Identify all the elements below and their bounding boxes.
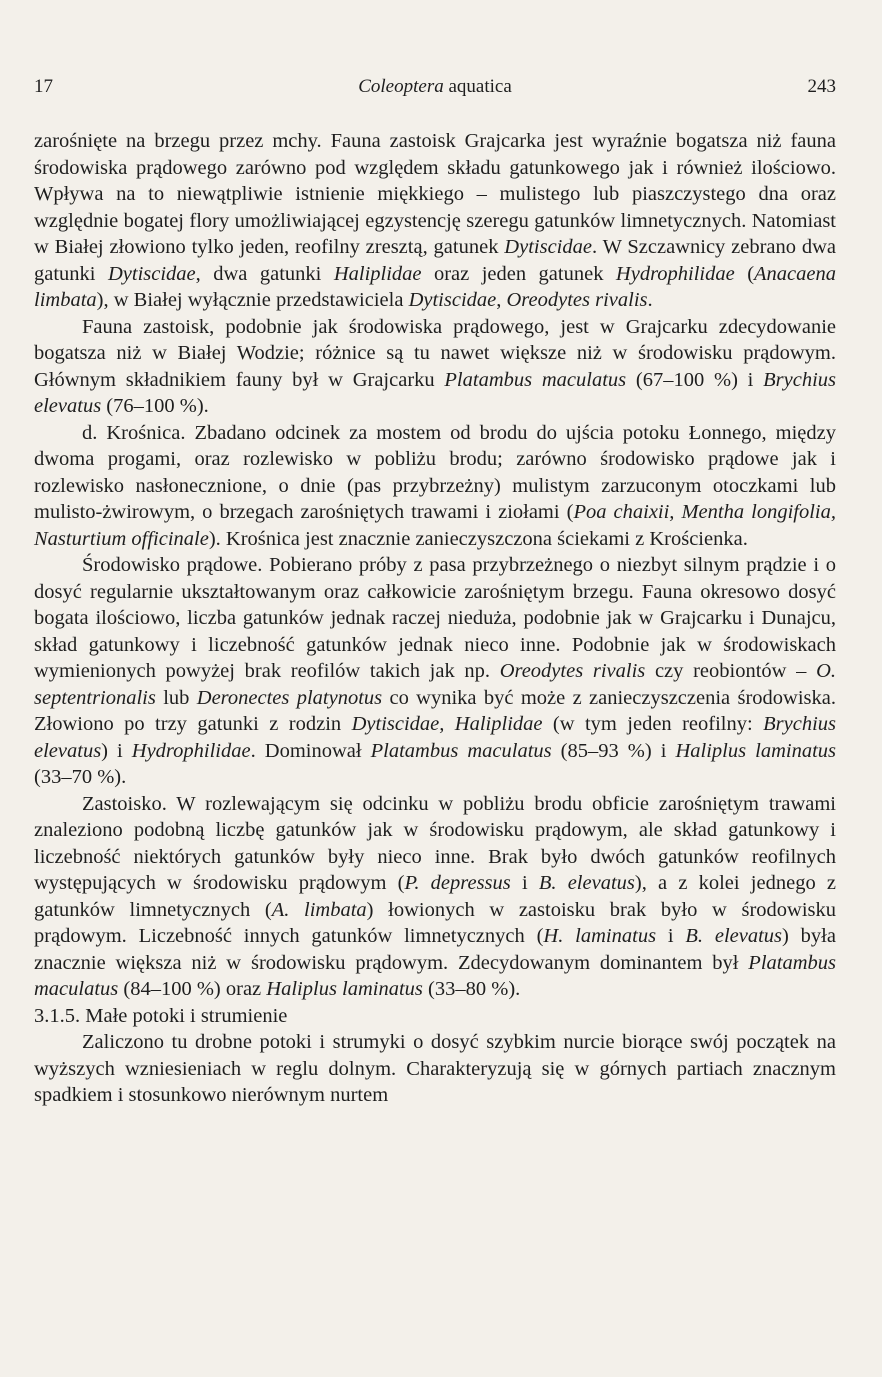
text-run: (	[734, 262, 755, 285]
text-run: ). Krośnica jest znacznie zanieczyszczona ściekami z Krościenka.	[208, 527, 748, 550]
text-run: ,	[496, 289, 507, 311]
text-run: Zastoisko. W rozlewającym się odcinku w pobliżu brodu obficie zarośniętym trawami znaleziono podobną liczbę gatunków jak w środowisku prądowym, ale skład gatunkowy i liczebność niektórych gatunków były nieco inne. Brak było dwóch gatunków reofilnych występujących w środowisku prądowym (	[34, 792, 836, 894]
italic-term: Oreodytes rivalis	[499, 660, 646, 682]
paragraph	[34, 314, 836, 420]
text-run: ), a z kolei jednego z gatunków limnetycznych (	[34, 872, 836, 921]
italic-term: O. septentrionalis	[34, 660, 836, 709]
italic-term: Anacaena limbata	[34, 262, 837, 311]
text-run: d. Krośnica. Zbadano odcinek za mostem od brodu do ujścia potoku Łonnego, między dwoma progami, oraz rozlewisko w pobliżu brodu; zarówno środowisko prądowe jak i rozlewisko nasłonecznione, o dnie (pas przybrzeżny) mulistym zarzuconym otoczkami lub mulisto-żwirowym, o brzegach zarośniętych trawami i ziołami (	[34, 421, 836, 523]
text-run: ) i	[101, 739, 132, 762]
running-title	[34, 76, 836, 98]
text-run: . W Szczawnicy zebrano dwa gatunki	[34, 236, 837, 285]
italic-term: Dytiscidae	[408, 289, 497, 311]
text-run: (76–100 %).	[101, 395, 209, 417]
running-title-italic: Coleoptera	[358, 76, 444, 97]
text-run: (w tym jeden reofilny:	[542, 713, 764, 735]
body-text	[34, 128, 836, 1109]
italic-term: Dytiscidae	[107, 262, 196, 285]
text-run: (84–100 %) oraz	[118, 978, 267, 1000]
italic-term: Brychius elevatus	[34, 713, 836, 762]
running-header	[34, 76, 836, 102]
italic-term: Hydrophilidae	[615, 262, 735, 285]
paragraph	[34, 791, 836, 1003]
paragraph	[34, 128, 836, 314]
italic-term: P. depressus	[404, 872, 511, 894]
italic-term: Poa chaixii, Mentha longifolia, Nasturtium officinale	[34, 501, 836, 550]
italic-term: Haliplidae	[333, 262, 422, 285]
italic-term: Platambus maculatus	[444, 368, 627, 391]
italic-term: H. laminatus	[543, 925, 657, 947]
text-run: Fauna zastoisk, podobnie jak środowiska prądowego, jest w Grajcarku zdecydowanie bogatsza niż w Białej Wodzie; różnice są tu nawet większe niż w środowisku prądowym. Głównym składnikiem fauny był w Grajcarku	[34, 315, 836, 391]
text-run: (85–93 %) i	[551, 739, 676, 762]
italic-term: Haliplus laminatus	[266, 978, 423, 1000]
text-run: ) łowionych w zastoisku brak było w środowisku prądowym. Liczebność innych gatunków limnetycznych (	[34, 898, 836, 947]
italic-term: B. elevatus	[538, 872, 635, 894]
paragraph	[34, 552, 836, 791]
paragraph: Zaliczono tu drobne potoki i strumyki o dosyć szybkim nurcie biorące swój początek na wyższych wzniesieniach w reglu dolnym. Charakteryzują się w górnych partiach znacznym spadkiem i stosunkowo nierównym nurtem	[34, 1031, 836, 1106]
italic-term: Dytiscidae	[504, 236, 592, 258]
italic-term: Brychius elevatus	[34, 368, 836, 417]
text-run: i	[656, 925, 686, 947]
page-number-right: 243	[807, 76, 836, 97]
text-run: (33–70 %).	[34, 766, 127, 788]
italic-term: Platambus maculatus	[370, 739, 552, 762]
text-run: (33–80 %).	[422, 978, 521, 1000]
italic-term: Dytiscidae, Haliplidae	[351, 713, 543, 735]
italic-term: B. elevatus	[685, 925, 783, 947]
italic-term: Deronectes platynotus	[196, 686, 383, 709]
paragraph	[34, 420, 836, 553]
text-run: lub	[155, 686, 197, 709]
italic-term: Hydrophilidae	[131, 739, 251, 762]
text-run: i	[510, 872, 539, 894]
page-number-left: 17	[34, 76, 53, 97]
text-run: czy reobiontów –	[645, 660, 817, 682]
text-run: oraz jeden gatunek	[421, 262, 616, 285]
text-run: .	[647, 289, 653, 311]
text-run: . Dominował	[250, 739, 371, 762]
text-run: ), w Białej wyłącznie przedstawiciela	[96, 289, 409, 311]
italic-term: Platambus maculatus	[34, 951, 836, 1000]
text-run: , dwa gatunki	[195, 262, 334, 285]
italic-term: Oreodytes rivalis	[506, 289, 648, 311]
text-run: Środowisko prądowe. Pobierano próby z pasa przybrzeżnego o niezbyt silnym prądzie i o dosyć regularnie ukształtowanym oraz całkowicie zarośniętym brzegu. Fauna okresowo dosyć bogata ilościowo, liczba gatunków jednak raczej nieduża, podobnie jak w Grajcarku i Dunajcu, skład gatunkowy i liczebność gatunków jednak nieco inne. Podobnie jak w środowiskach wymienionych powyżej brak reofilów takich jak np.	[34, 554, 836, 682]
text-run: (67–100 %) i	[626, 368, 764, 391]
text-run: ) była znacznie większa niż w środowisku prądowym. Zdecydowanym dominantem był	[34, 925, 836, 974]
text-run: zarośnięte na brzegu przez mchy. Fauna zastoisk Grajcarka jest wyraźnie bogatsza niż fauna środowiska prądowego zarówno pod względem składu gatunkowego jak i również ilościowo. Wpływa na to niewątpliwie istnienie miękkiego – mulistego lub piaszczystego dna oraz względnie bogatej flory umożliwiającej egzystencję szeregu gatunków limnetycznych. Natomiast w Białej złowiono tylko jeden, reofilny zresztą, gatunek	[34, 130, 836, 258]
running-title-rest: aquatica	[443, 76, 512, 97]
section-heading: 3.1.5. Małe potoki i strumienie	[34, 1004, 288, 1027]
italic-term: Haliplus laminatus	[675, 739, 836, 762]
italic-term: A. limbata	[271, 898, 367, 921]
text-run: co wynika być może z zanieczyszczenia środowiska. Złowiono po trzy gatunki z rodzin	[34, 686, 836, 735]
